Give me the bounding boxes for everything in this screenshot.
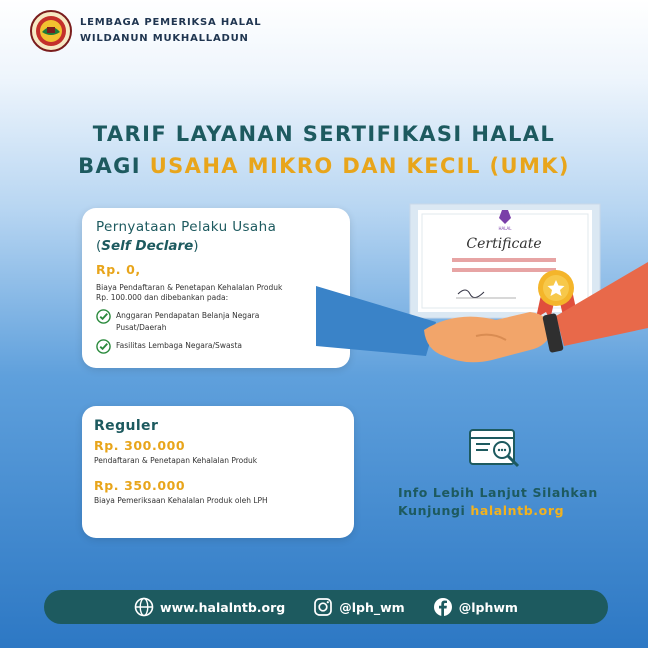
- instagram-icon: [313, 597, 333, 617]
- footer-website[interactable]: [134, 597, 285, 617]
- reguler-desc2: Biaya Pemeriksaan Kehalalan Produk oleh LPH: [94, 496, 268, 505]
- self-declare-desc-line2: Rp. 100.000 dan dibebankan pada:: [96, 293, 229, 302]
- item-line2: Pusat/Daerah: [116, 323, 167, 332]
- info-line1: Info Lebih Lanjut Silahkan: [398, 485, 598, 500]
- halal-label: HALAL: [498, 226, 512, 231]
- org-name-line2: WILDANUN MUKHALLADUN: [80, 33, 249, 44]
- reguler-price1: Rp. 300.000: [94, 438, 186, 453]
- globe-icon: [134, 597, 154, 617]
- footer-facebook[interactable]: [433, 597, 518, 617]
- title-line2-prefix: BAGI: [78, 154, 150, 178]
- list-item: [96, 309, 336, 333]
- certificate-handshake-illustration: [316, 196, 648, 396]
- subtitle-open: (: [96, 238, 102, 254]
- self-declare-title: Pernyataan Pelaku Usaha: [96, 219, 277, 235]
- subtitle-italic: Self Declare: [101, 238, 194, 254]
- self-declare-price: Rp. 0,: [96, 262, 141, 277]
- check-circle-icon: [96, 339, 111, 354]
- footer-website-text: www.halalntb.org: [160, 599, 286, 615]
- list-item: [96, 339, 336, 354]
- title-line2-highlight: USAHA MIKRO DAN KECIL (UMK): [149, 154, 570, 178]
- info-text: [398, 484, 598, 520]
- info-line2: [398, 502, 598, 520]
- check-circle-icon: [96, 309, 111, 324]
- footer-instagram-text: @lph_wm: [339, 599, 405, 615]
- reguler-title: Reguler: [94, 418, 159, 434]
- footer-facebook-text: @lphwm: [458, 599, 518, 615]
- certificate-text: Certificate: [466, 236, 542, 252]
- reguler-price2: Rp. 350.000: [94, 478, 186, 493]
- subtitle-close: ): [193, 238, 199, 254]
- self-declare-subtitle: [96, 237, 336, 256]
- reguler-card: [82, 406, 354, 538]
- page-title: [0, 118, 648, 182]
- lph-emblem-icon: [30, 10, 72, 52]
- item-line1: Anggaran Pendapatan Belanja Negara: [116, 311, 260, 320]
- header: [30, 10, 261, 52]
- title-line2: [0, 150, 648, 182]
- info-line2-prefix: Kunjungi: [398, 503, 471, 518]
- reguler-desc1: Pendaftaran & Penetapan Kehalalan Produk: [94, 456, 258, 465]
- item-line1: Fasilitas Lembaga Negara/Swasta: [116, 341, 242, 350]
- footer-instagram[interactable]: [313, 597, 404, 617]
- info-website-link[interactable]: halalntb.org: [470, 503, 565, 518]
- facebook-icon: [433, 597, 453, 617]
- org-name-line1: LEMBAGA PEMERIKSA HALAL: [80, 17, 262, 28]
- self-declare-desc-line1: Biaya Pendaftaran & Penetapan Kehalalan Produk: [96, 283, 283, 292]
- self-declare-card: [82, 208, 350, 368]
- footer-bar: [44, 590, 608, 624]
- org-name: [80, 15, 261, 47]
- browser-search-icon: [468, 428, 528, 472]
- title-line1: TARIF LAYANAN SERTIFIKASI HALAL: [92, 122, 556, 146]
